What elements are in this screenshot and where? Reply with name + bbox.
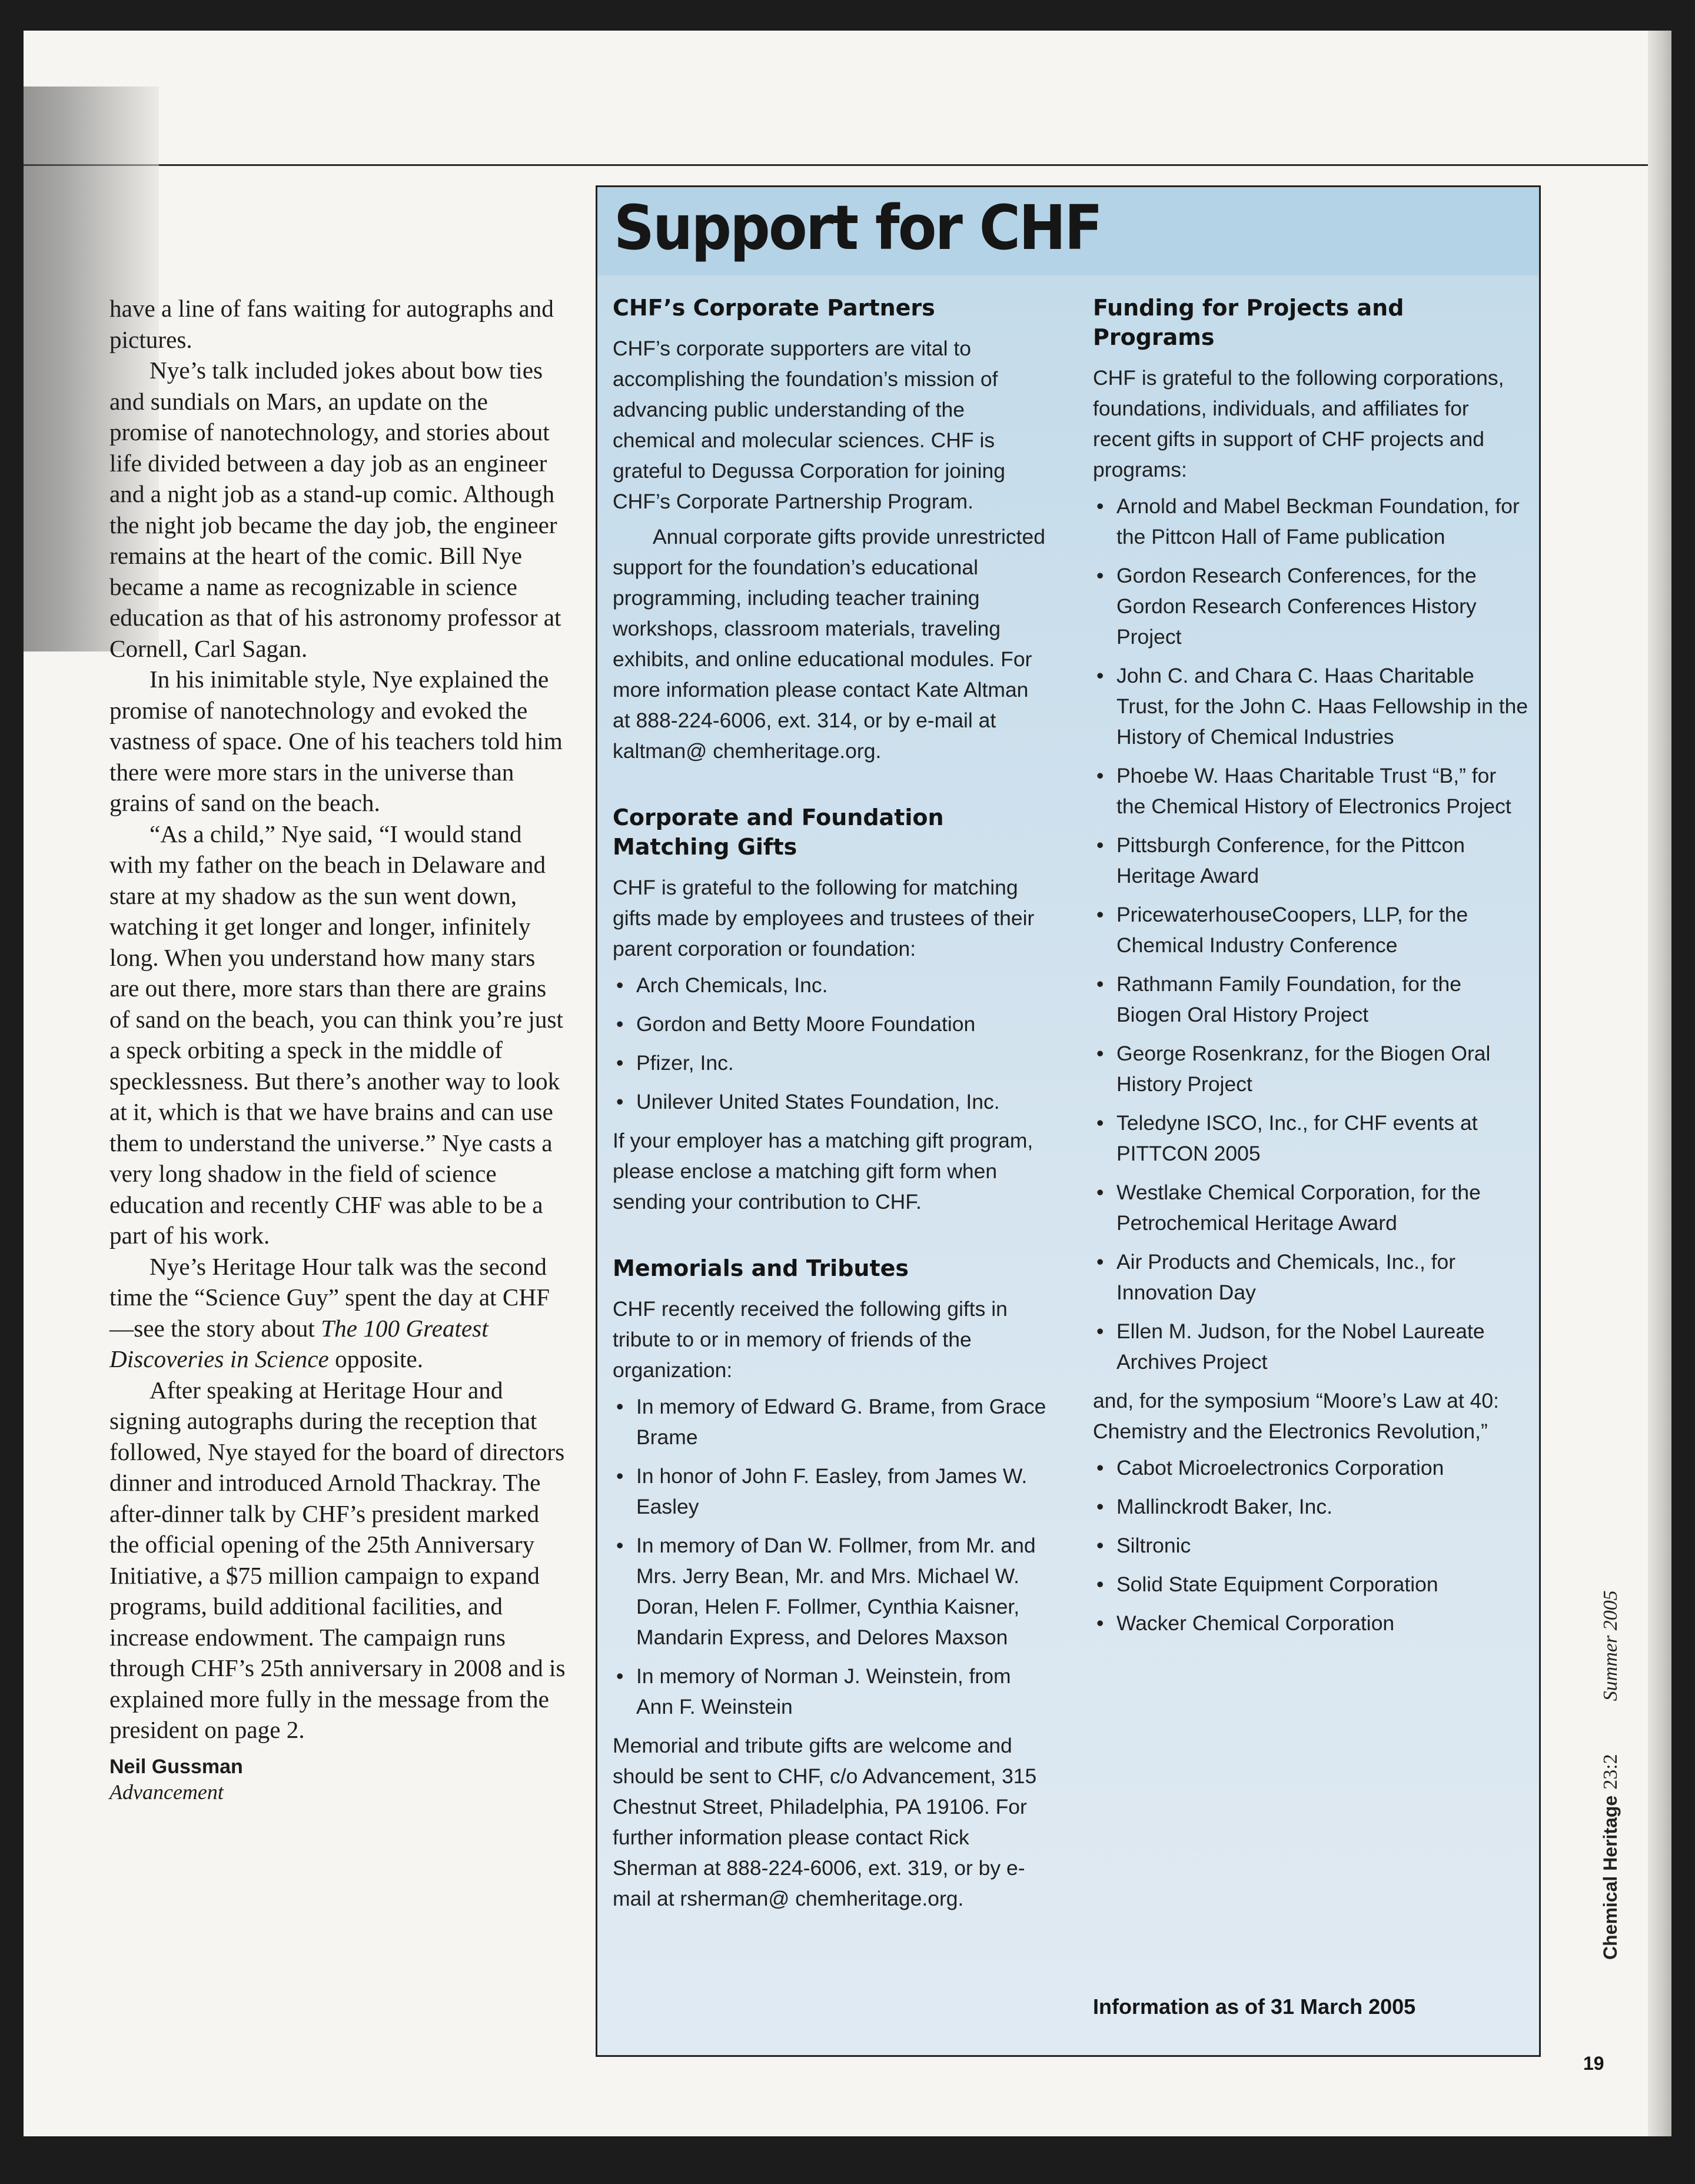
- list-item: • Pfizer, Inc.: [613, 1048, 1048, 1078]
- article-paragraph: have a line of fans waiting for autographs and pictures.: [109, 295, 554, 353]
- list-item: • In honor of John F. Easley, from James W. Easley: [613, 1461, 1048, 1522]
- symposium-list: [1093, 1452, 1528, 1638]
- list-item: • In memory of Edward G. Brame, from Grace Brame: [613, 1391, 1048, 1452]
- list-item: • Wacker Chemical Corporation: [1093, 1608, 1528, 1638]
- list-item: • Phoebe W. Haas Charitable Trust “B,” for the Chemical History of Electronics Project: [1093, 760, 1528, 822]
- paragraph-text: Nye’s Heritage Hour talk was the second time the “Science Guy” spent the day at CHF—see the story about: [109, 1252, 550, 1342]
- list-item: • In memory of Norman J. Weinstein, from Ann F. Weinstein: [613, 1661, 1048, 1722]
- list-item: • Pittsburgh Conference, for the Pittcon Heritage Award: [1093, 830, 1528, 891]
- list-item: • Siltronic: [1093, 1530, 1528, 1561]
- list-item: • Teledyne ISCO, Inc., for CHF events at PITTCON 2005: [1093, 1108, 1528, 1169]
- section-text: Memorial and tribute gifts are welcome and should be sent to CHF, c/o Advancement, 315 Chestnut Street, Philadelphia, PA 19106. For further information please contact Rick Sherman at 888-224-6006, ext. 319, or by e-mail at rsherman@ chemheritage.org.: [613, 1734, 1037, 1910]
- running-footer: [1600, 1590, 1622, 1960]
- section-heading: Corporate and Foundation Matching Gifts: [613, 805, 944, 860]
- section-text: Annual corporate gifts provide unrestricted support for the foundation’s educational programming, including teacher training workshops, classroom materials, traveling exhibits, and online educational modules. For more information please contact Kate Altman at 888-224-6006, ext. 314, or by e-mail at kaltman@ chemheritage.org.: [613, 525, 1045, 763]
- paragraph-text: opposite.: [328, 1345, 423, 1372]
- info-date: Information as of 31 March 2005: [1093, 1994, 1416, 2019]
- list-item: • Westlake Chemical Corporation, for the Petrochemical Heritage Award: [1093, 1177, 1528, 1238]
- section-text: CHF is grateful to the following corporations, foundations, individuals, and affiliates for recent gifts in support of CHF projects and programs:: [1093, 366, 1504, 481]
- list-item: • Gordon and Betty Moore Foundation: [613, 1009, 1048, 1039]
- author-name: Neil Gussman: [109, 1755, 243, 1778]
- list-item: • PricewaterhouseCoopers, LLP, for the Chemical Industry Conference: [1093, 899, 1528, 960]
- author-department: Advancement: [109, 1780, 224, 1804]
- article-paragraph: “As a child,” Nye said, “I would stand with my father on the beach in Delaware and stare at my shadow as the sun went down, watching it get longer and longer, infinitely long. When you understand how many stars are out there, more stars than there are grains of sand on the beach, you can think you’re just a speck orbiting a speck in the middle of specklessness. But there’s another way to look at it, which is that we have brains and can use them to understand the universe.” Nye casts a very long shadow in the field of science education and recently CHF was able to be a part of his work.: [109, 820, 563, 1249]
- memorials-list: [613, 1391, 1048, 1722]
- byline: [109, 1754, 566, 1804]
- list-item: • George Rosenkranz, for the Biogen Oral History Project: [1093, 1038, 1528, 1099]
- support-sidebar: [596, 185, 1541, 2057]
- section-heading: CHF’s Corporate Partners: [613, 295, 935, 321]
- list-item: • Rathmann Family Foundation, for the Biogen Oral History Project: [1093, 969, 1528, 1030]
- section-text: If your employer has a matching gift program, please enclose a matching gift form when sending your contribution to CHF.: [613, 1129, 1033, 1214]
- sidebar-column-right: [1093, 293, 1528, 1675]
- list-item: • Cabot Microelectronics Corporation: [1093, 1452, 1528, 1483]
- funding-section: [1093, 293, 1528, 1638]
- section-text: and, for the symposium “Moore’s Law at 40: Chemistry and the Electronics Revolution,”: [1093, 1389, 1499, 1443]
- memorials-section: [613, 1254, 1048, 1914]
- sidebar-title: Support for CHF: [614, 192, 1102, 264]
- page-edge: [1648, 31, 1671, 2136]
- list-item: • Arch Chemicals, Inc.: [613, 970, 1048, 1000]
- list-item: • Air Products and Chemicals, Inc., for Innovation Day: [1093, 1246, 1528, 1308]
- article-paragraph: After speaking at Heritage Hour and signing autographs during the reception that followed, Nye stayed for the board of directors dinner and introduced Arnold Thackray. The after-dinner talk by CHF’s president marked the official opening of the 25th Anniversary Initiative, a $75 million campaign to expand programs, build additional facilities, and increase endowment. The campaign runs through CHF’s 25th anniversary in 2008 and is explained more fully in the message from the president on page 2.: [109, 1376, 566, 1743]
- issue-number: 23:2: [1600, 1754, 1621, 1790]
- article-paragraph: In his inimitable style, Nye explained the promise of nanotechnology and evoked the vastness of space. One of his teachers told him there were more stars in the universe than grains of sand on the beach.: [109, 666, 563, 816]
- section-text: CHF recently received the following gifts in tribute to or in memory of friends of the organization:: [613, 1297, 1008, 1382]
- article-column: [109, 293, 566, 1804]
- sidebar-header: [597, 187, 1539, 275]
- list-item: • John C. and Chara C. Haas Charitable Trust, for the John C. Haas Fellowship in the History of Chemical Industries: [1093, 660, 1528, 752]
- corporate-partners-section: [613, 293, 1048, 766]
- list-item: • Mallinckrodt Baker, Inc.: [1093, 1491, 1528, 1522]
- list-item: • Solid State Equipment Corporation: [1093, 1569, 1528, 1600]
- page-number: 19: [1583, 2053, 1604, 2074]
- issue-season: Summer 2005: [1600, 1590, 1621, 1701]
- article-paragraph: [109, 1251, 566, 1375]
- list-item: • Unilever United States Foundation, Inc.: [613, 1086, 1048, 1117]
- book-title: The 100 Greatest Discoveries in Science: [109, 1314, 488, 1372]
- list-item: • In memory of Dan W. Follmer, from Mr. and Mrs. Jerry Bean, Mr. and Mrs. Michael W. Doran, Helen F. Follmer, Cynthia Kaisner, Mandarin Express, and Delores Maxson: [613, 1530, 1048, 1653]
- list-item: • Arnold and Mabel Beckman Foundation, for the Pittcon Hall of Fame publication: [1093, 491, 1528, 552]
- list-item: • Ellen M. Judson, for the Nobel Laureate Archives Project: [1093, 1316, 1528, 1377]
- section-heading: Funding for Projects and Programs: [1093, 295, 1404, 350]
- sidebar-column-left: [613, 293, 1048, 1950]
- funding-list: [1093, 491, 1528, 1377]
- article-paragraph: Nye’s talk included jokes about bow ties and sundials on Mars, an update on the promise of nanotechnology, and stories about life divided between a day job as an engineer and a night job as a stand-up comic. Although the night job became the day job, the engineer remains at the heart of the comic. Bill Nye became a name as recognizable in science education as that of his astronomy professor at Cornell, Carl Sagan.: [109, 357, 561, 662]
- section-text: CHF’s corporate supporters are vital to accomplishing the foundation’s mission of advancing public understanding of the chemical and molecular sciences. CHF is grateful to Degussa Corporation for joining CHF’s Corporate Partnership Program.: [613, 337, 1005, 513]
- bleed-through-header: [24, 31, 1671, 166]
- matching-gifts-list: [613, 970, 1048, 1117]
- matching-gifts-section: [613, 803, 1048, 1217]
- journal-name: Chemical Heritage: [1600, 1795, 1621, 1960]
- list-item: • Gordon Research Conferences, for the Gordon Research Conferences History Project: [1093, 560, 1528, 652]
- section-heading: Memorials and Tributes: [613, 1255, 909, 1281]
- section-text: CHF is grateful to the following for matching gifts made by employees and trustees of their parent corporation or foundation:: [613, 876, 1035, 960]
